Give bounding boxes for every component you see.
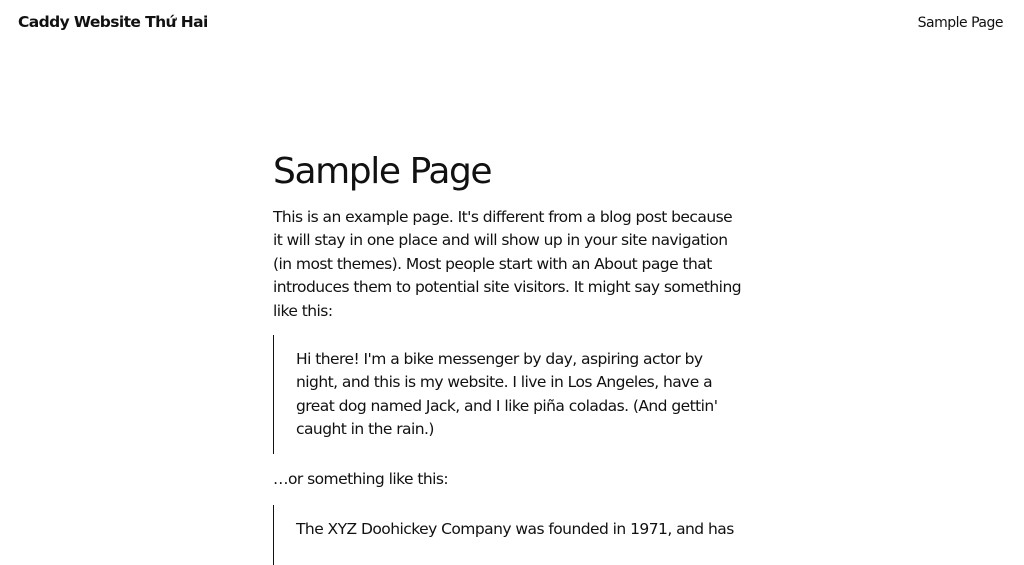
quote-text-2: The XYZ Doohickey Company was founded in 1971, and has: [296, 520, 734, 538]
quote-text: Hi there! I'm a bike messenger by day, aspiring actor by night, and this is my website. I live in Los Angeles, have a great dog named Jack, and I like piña coladas. (And gettin' caught in the rain.): [296, 350, 718, 439]
intro-paragraph: This is an example page. It's different from a blog post because it will stay in one place and will show up in your site navigation (in most themes). Most people start with an About page that introduces them to potential site visitors. It might say something like this:: [273, 208, 742, 320]
body-paragraph: …or something like this:: [273, 470, 449, 488]
site-header: [0, 0, 1024, 48]
page-title: Sample Page: [273, 151, 492, 192]
nav-item-sample-page[interactable]: Sample Page: [917, 15, 1003, 31]
quote-block: [273, 335, 726, 454]
site-title-link[interactable]: Caddy Website Thứ Hai: [18, 13, 208, 31]
quote-block-2: [273, 505, 734, 565]
